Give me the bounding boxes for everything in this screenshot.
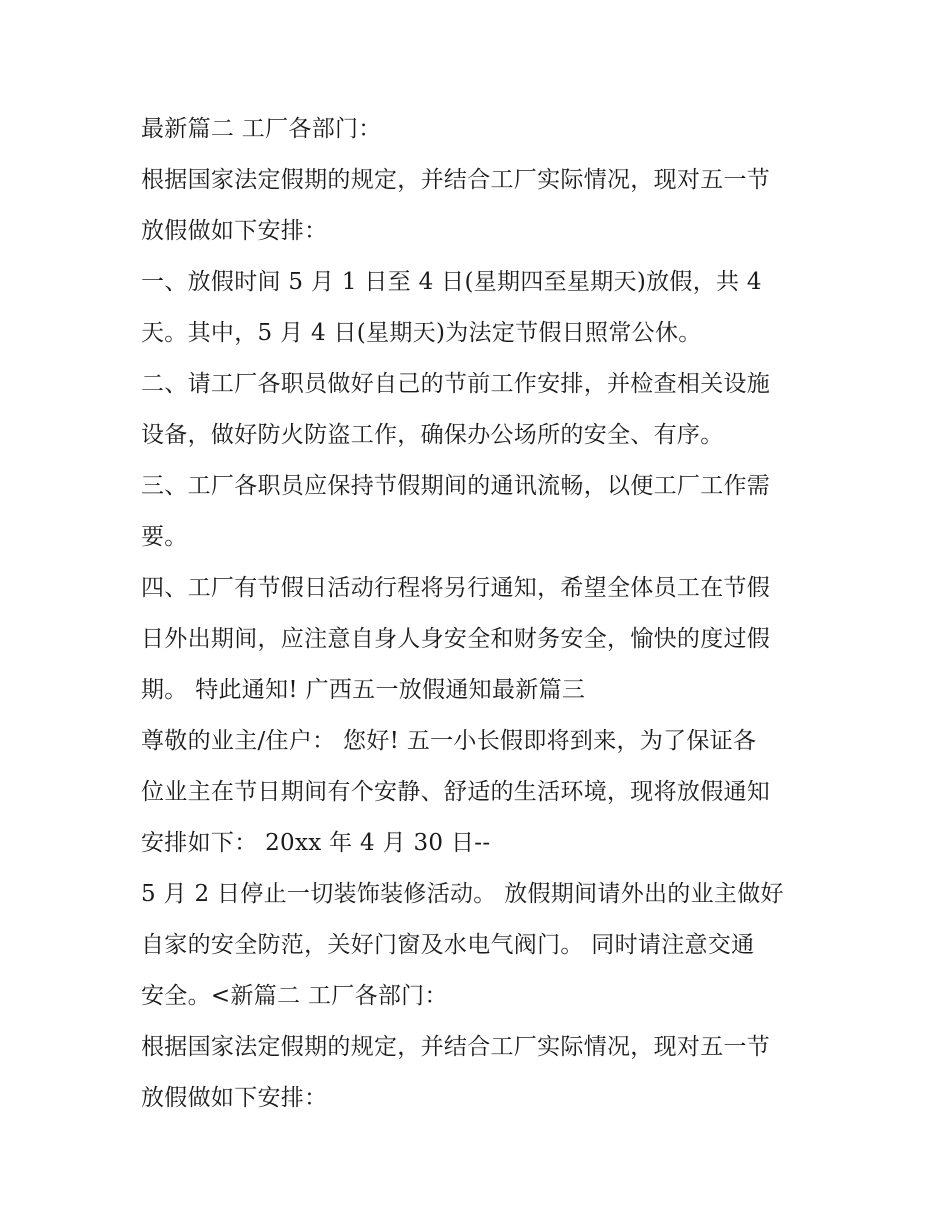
- document-line-4: 一、放假时间 5 月 1 日至 4 日(星期四至星期天)放假，共 4: [141, 269, 762, 295]
- document-line-5: 天。其中，5 月 4 日(星期天)为法定节假日照常公休。: [141, 320, 702, 346]
- document-line-3: 放假做如下安排：: [141, 218, 328, 244]
- document-line-9: 要。: [141, 524, 188, 550]
- document-line-14: 位业主在节日期间有个安静、舒适的生活环境，现将放假通知: [141, 779, 771, 805]
- document-line-18: 安全。<新篇二 工厂各部门：: [141, 983, 448, 1009]
- document-line-13: 尊敬的业主/住户： 您好! 五一小长假即将到来，为了保证各: [141, 728, 757, 754]
- document-line-20: 放假做如下安排：: [141, 1085, 328, 1111]
- document-line-10: 四、工厂有节假日活动行程将另行通知，希望全体员工在节假: [141, 575, 771, 601]
- document-line-7: 设备，做好防火防盗工作，确保办公场所的安全、有序。: [141, 422, 724, 448]
- document-line-15: 安排如下： 20xx 年 4 月 30 日--: [141, 830, 491, 856]
- document-line-17: 自家的安全防范，关好门窗及水电气阀门。 同时请注意交通: [141, 932, 755, 958]
- document-line-1: 最新篇二 工厂各部门：: [141, 116, 382, 142]
- document-line-12: 期。 特此通知! 广西五一放假通知最新篇三: [141, 677, 586, 703]
- document-body: [141, 104, 821, 1124]
- document-line-8: 三、工厂各职员应保持节假期间的通讯流畅，以便工厂工作需: [141, 473, 771, 499]
- document-line-11: 日外出期间，应注意自身人身安全和财务安全，愉快的度过假: [141, 626, 771, 652]
- document-line-2: 根据国家法定假期的规定，并结合工厂实际情况，现对五一节: [141, 167, 771, 193]
- document-line-6: 二、请工厂各职员做好自己的节前工作安排，并检查相关设施: [141, 371, 771, 397]
- document-line-16: 5 月 2 日停止一切装饰装修活动。 放假期间请外出的业主做好: [141, 881, 784, 907]
- document-line-19: 根据国家法定假期的规定，并结合工厂实际情况，现对五一节: [141, 1034, 771, 1060]
